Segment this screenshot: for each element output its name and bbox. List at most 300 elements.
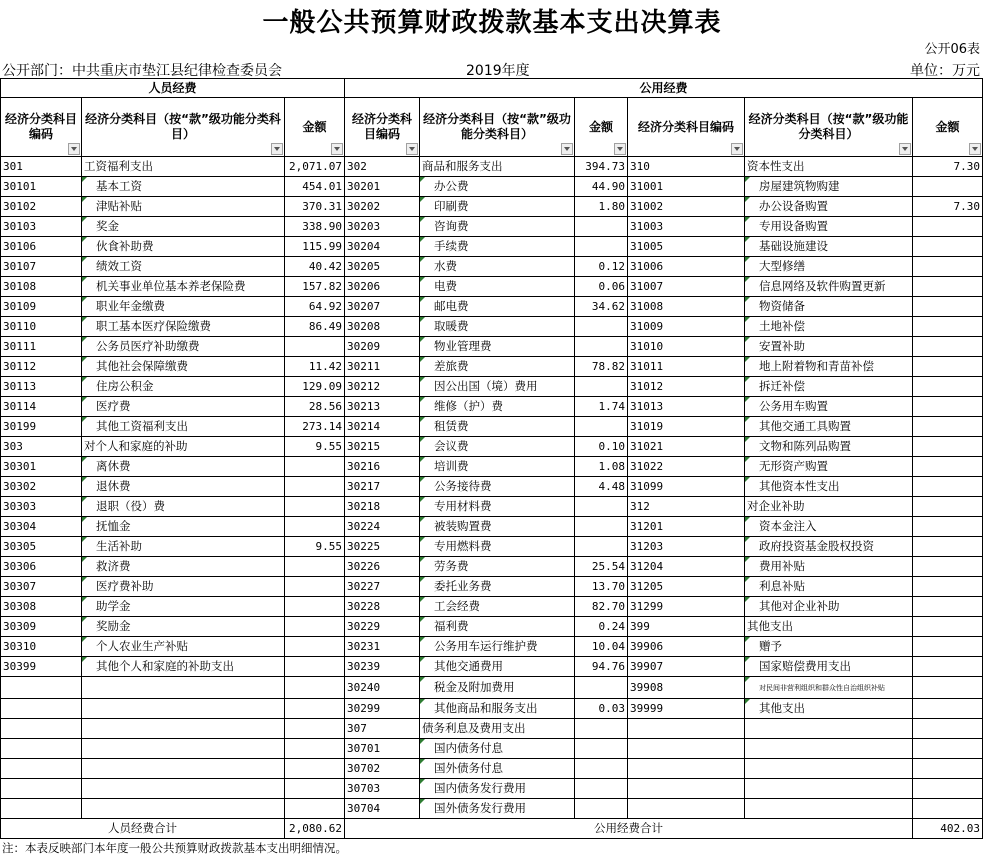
name-cell: 租赁费	[420, 417, 575, 437]
amount-cell	[575, 417, 628, 437]
amount-cell	[913, 739, 983, 759]
amount-cell	[285, 719, 345, 739]
code-cell	[1, 699, 82, 719]
code-cell: 30309	[1, 617, 82, 637]
name-cell: 基础设施建设	[745, 237, 913, 257]
code-cell: 30204	[345, 237, 420, 257]
code-cell: 31299	[628, 597, 745, 617]
table-row	[1, 779, 983, 799]
code-cell: 30227	[345, 577, 420, 597]
name-cell: 其他个人和家庭的补助支出	[82, 657, 285, 677]
code-cell: 39908	[628, 677, 745, 699]
name-cell: 绩效工资	[82, 257, 285, 277]
name-cell: 国外债务付息	[420, 759, 575, 779]
table-row	[1, 197, 983, 217]
code-cell: 30209	[345, 337, 420, 357]
code-cell: 30212	[345, 377, 420, 397]
amount-cell	[285, 497, 345, 517]
table-row	[1, 657, 983, 677]
name-cell: 福利费	[420, 617, 575, 637]
name-cell: 其他工资福利支出	[82, 417, 285, 437]
code-cell: 30303	[1, 497, 82, 517]
amount-cell	[285, 677, 345, 699]
code-cell	[1, 799, 82, 819]
name-cell: 公务用车运行维护费	[420, 637, 575, 657]
name-cell: 其他商品和服务支出	[420, 699, 575, 719]
code-cell: 39906	[628, 637, 745, 657]
code-cell: 301	[1, 157, 82, 177]
name-cell: 安置补助	[745, 337, 913, 357]
unit-label: 单位：万元	[910, 63, 980, 79]
amount-cell	[285, 739, 345, 759]
code-cell: 30218	[345, 497, 420, 517]
name-cell: 奖励金	[82, 617, 285, 637]
table-row	[1, 477, 983, 497]
amount-cell	[913, 699, 983, 719]
code-cell: 30217	[345, 477, 420, 497]
code-cell: 399	[628, 617, 745, 637]
table-row	[1, 597, 983, 617]
code-cell: 31012	[628, 377, 745, 397]
code-cell: 30307	[1, 577, 82, 597]
code-cell: 30304	[1, 517, 82, 537]
code-cell: 30703	[345, 779, 420, 799]
code-cell: 30113	[1, 377, 82, 397]
table-row	[1, 277, 983, 297]
table-row	[1, 397, 983, 417]
name-cell: 被装购置费	[420, 517, 575, 537]
table-row	[1, 457, 983, 477]
amount-cell	[575, 759, 628, 779]
code-cell: 30228	[345, 597, 420, 617]
header-amount: 金额	[575, 98, 628, 157]
name-cell: 国内债务发行费用	[420, 779, 575, 799]
name-cell: 工资福利支出	[82, 157, 285, 177]
amount-cell	[575, 799, 628, 819]
public-total-value: 402.03	[913, 819, 983, 839]
header-code: 经济分类科目编码	[345, 98, 420, 157]
code-cell	[628, 799, 745, 819]
table-row	[1, 577, 983, 597]
code-cell: 30106	[1, 237, 82, 257]
table-row	[1, 257, 983, 277]
name-cell: 信息网络及软件购置更新	[745, 277, 913, 297]
table-row	[1, 497, 983, 517]
table-row	[1, 517, 983, 537]
amount-cell	[285, 759, 345, 779]
name-cell: 离休费	[82, 457, 285, 477]
code-cell	[1, 759, 82, 779]
header-name: 经济分类科目（按“款”级功能分类科目）	[745, 98, 913, 157]
name-cell: 个人农业生产补贴	[82, 637, 285, 657]
name-cell: 工会经费	[420, 597, 575, 617]
name-cell: 办公费	[420, 177, 575, 197]
name-cell	[82, 779, 285, 799]
code-cell: 30701	[345, 739, 420, 759]
code-cell: 30110	[1, 317, 82, 337]
amount-cell	[913, 217, 983, 237]
amount-cell: 94.76	[575, 657, 628, 677]
amount-cell	[285, 477, 345, 497]
amount-cell	[913, 677, 983, 699]
name-cell: 医疗费	[82, 397, 285, 417]
amount-cell: 9.55	[285, 537, 345, 557]
table-row	[1, 759, 983, 779]
amount-cell: 40.42	[285, 257, 345, 277]
amount-cell: 2,071.07	[285, 157, 345, 177]
amount-cell: 78.82	[575, 357, 628, 377]
amount-cell	[575, 677, 628, 699]
name-cell: 政府投资基金股权投资	[745, 537, 913, 557]
code-cell: 30215	[345, 437, 420, 457]
amount-cell	[575, 779, 628, 799]
name-cell: 大型修缮	[745, 257, 913, 277]
group-public: 公用经费	[345, 79, 983, 98]
code-cell: 31099	[628, 477, 745, 497]
amount-cell	[285, 557, 345, 577]
name-cell: 其他社会保障缴费	[82, 357, 285, 377]
name-cell	[82, 759, 285, 779]
filter-dropdown-icon[interactable]	[969, 143, 981, 155]
filter-dropdown-icon[interactable]	[331, 143, 343, 155]
name-cell: 退职（役）费	[82, 497, 285, 517]
amount-cell	[913, 417, 983, 437]
amount-cell: 9.55	[285, 437, 345, 457]
name-cell: 对个人和家庭的补助	[82, 437, 285, 457]
name-cell: 咨询费	[420, 217, 575, 237]
name-cell: 房屋建筑物购建	[745, 177, 913, 197]
name-cell: 手续费	[420, 237, 575, 257]
code-cell: 30199	[1, 417, 82, 437]
code-cell: 30207	[345, 297, 420, 317]
code-cell: 30299	[345, 699, 420, 719]
public-total-label: 公用经费合计	[345, 819, 913, 839]
name-cell: 职业年金缴费	[82, 297, 285, 317]
amount-cell	[913, 397, 983, 417]
personnel-total-value: 2,080.62	[285, 819, 345, 839]
code-cell: 30310	[1, 637, 82, 657]
code-cell: 30301	[1, 457, 82, 477]
amount-cell: 157.82	[285, 277, 345, 297]
amount-cell	[913, 537, 983, 557]
amount-cell: 0.24	[575, 617, 628, 637]
name-cell	[82, 719, 285, 739]
table-row	[1, 417, 983, 437]
table-row	[1, 637, 983, 657]
name-cell: 税金及附加费用	[420, 677, 575, 699]
name-cell: 医疗费补助	[82, 577, 285, 597]
code-cell: 30111	[1, 337, 82, 357]
name-cell: 邮电费	[420, 297, 575, 317]
code-cell: 31010	[628, 337, 745, 357]
code-cell: 30231	[345, 637, 420, 657]
code-cell: 31203	[628, 537, 745, 557]
amount-cell	[285, 657, 345, 677]
amount-cell: 273.14	[285, 417, 345, 437]
code-cell: 31021	[628, 437, 745, 457]
amount-cell	[285, 699, 345, 719]
amount-cell	[913, 497, 983, 517]
name-cell: 公务员医疗补助缴费	[82, 337, 285, 357]
amount-cell: 86.49	[285, 317, 345, 337]
name-cell: 培训费	[420, 457, 575, 477]
table-row	[1, 337, 983, 357]
name-cell: 文物和陈列品购置	[745, 437, 913, 457]
code-cell: 31204	[628, 557, 745, 577]
code-cell: 31205	[628, 577, 745, 597]
amount-cell	[575, 337, 628, 357]
code-cell	[1, 719, 82, 739]
code-cell: 31003	[628, 217, 745, 237]
code-cell: 30224	[345, 517, 420, 537]
name-cell: 会议费	[420, 437, 575, 457]
amount-cell	[285, 597, 345, 617]
code-cell	[628, 739, 745, 759]
name-cell: 公务用车购置	[745, 397, 913, 417]
code-cell: 31008	[628, 297, 745, 317]
amount-cell	[913, 437, 983, 457]
table-row	[1, 317, 983, 337]
table-row	[1, 537, 983, 557]
amount-cell	[913, 477, 983, 497]
amount-cell: 7.30	[913, 197, 983, 217]
code-cell: 39907	[628, 657, 745, 677]
fiscal-year: 2019年度	[466, 63, 530, 79]
amount-cell: 44.90	[575, 177, 628, 197]
name-cell: 电费	[420, 277, 575, 297]
code-cell: 303	[1, 437, 82, 457]
code-cell: 30109	[1, 297, 82, 317]
amount-cell	[913, 517, 983, 537]
amount-cell: 7.30	[913, 157, 983, 177]
code-cell: 30308	[1, 597, 82, 617]
table-row	[1, 357, 983, 377]
name-cell	[745, 799, 913, 819]
header-amount: 金额	[913, 98, 983, 157]
code-cell: 30107	[1, 257, 82, 277]
code-cell	[628, 759, 745, 779]
name-cell: 助学金	[82, 597, 285, 617]
name-cell: 伙食补助费	[82, 237, 285, 257]
name-cell: 对企业补助	[745, 497, 913, 517]
amount-cell	[913, 457, 983, 477]
code-cell	[1, 779, 82, 799]
name-cell	[745, 719, 913, 739]
amount-cell: 13.70	[575, 577, 628, 597]
amount-cell	[575, 497, 628, 517]
table-row	[1, 617, 983, 637]
filter-dropdown-icon[interactable]	[614, 143, 626, 155]
amount-cell: 454.01	[285, 177, 345, 197]
amount-cell: 11.42	[285, 357, 345, 377]
name-cell: 退休费	[82, 477, 285, 497]
amount-cell	[285, 779, 345, 799]
name-cell: 专用燃料费	[420, 537, 575, 557]
amount-cell	[913, 617, 983, 637]
table-row	[1, 377, 983, 397]
amount-cell	[913, 277, 983, 297]
amount-cell: 25.54	[575, 557, 628, 577]
amount-cell: 4.48	[575, 477, 628, 497]
amount-cell	[913, 779, 983, 799]
code-cell	[1, 677, 82, 699]
amount-cell: 0.10	[575, 437, 628, 457]
code-cell: 30112	[1, 357, 82, 377]
header-name: 经济分类科目（按“款”级功能分类科目）	[420, 98, 575, 157]
amount-cell	[913, 719, 983, 739]
name-cell: 费用补贴	[745, 557, 913, 577]
name-cell: 物业管理费	[420, 337, 575, 357]
name-cell: 国外债务发行费用	[420, 799, 575, 819]
name-cell: 委托业务费	[420, 577, 575, 597]
code-cell: 307	[345, 719, 420, 739]
amount-cell	[285, 457, 345, 477]
amount-cell: 0.03	[575, 699, 628, 719]
code-cell: 30226	[345, 557, 420, 577]
code-cell: 31001	[628, 177, 745, 197]
amount-cell	[913, 317, 983, 337]
table-row	[1, 799, 983, 819]
code-cell: 30206	[345, 277, 420, 297]
code-cell: 30211	[345, 357, 420, 377]
amount-cell: 28.56	[285, 397, 345, 417]
filter-dropdown-icon[interactable]	[406, 143, 418, 155]
code-cell: 30205	[345, 257, 420, 277]
amount-cell	[285, 617, 345, 637]
header-code: 经济分类科目编码	[1, 98, 82, 157]
name-cell: 办公设备购置	[745, 197, 913, 217]
filter-dropdown-icon[interactable]	[271, 143, 283, 155]
code-cell: 30306	[1, 557, 82, 577]
amount-cell: 1.80	[575, 197, 628, 217]
amount-cell	[913, 657, 983, 677]
amount-cell	[913, 357, 983, 377]
code-cell: 31009	[628, 317, 745, 337]
filter-dropdown-icon[interactable]	[899, 143, 911, 155]
amount-cell	[913, 597, 983, 617]
code-cell: 30214	[345, 417, 420, 437]
name-cell: 职工基本医疗保险缴费	[82, 317, 285, 337]
name-cell	[745, 739, 913, 759]
code-cell	[628, 719, 745, 739]
name-cell: 维修（护）费	[420, 397, 575, 417]
table-row	[1, 237, 983, 257]
code-cell: 30201	[345, 177, 420, 197]
code-cell: 30302	[1, 477, 82, 497]
name-cell	[82, 799, 285, 819]
name-cell: 劳务费	[420, 557, 575, 577]
page-title: 一般公共预算财政拨款基本支出决算表	[262, 8, 722, 38]
amount-cell	[913, 237, 983, 257]
name-cell: 其他交通工具购置	[745, 417, 913, 437]
code-cell: 30305	[1, 537, 82, 557]
table-note: 注：本表反映部门本年度一般公共预算财政拨款基本支出明细情况。	[2, 841, 347, 855]
name-cell: 对民间非营利组织和群众性自治组织补贴	[745, 677, 913, 699]
code-cell: 31201	[628, 517, 745, 537]
amount-cell: 64.92	[285, 297, 345, 317]
name-cell: 取暖费	[420, 317, 575, 337]
amount-cell: 1.74	[575, 397, 628, 417]
amount-cell	[575, 317, 628, 337]
amount-cell	[575, 217, 628, 237]
name-cell: 利息补贴	[745, 577, 913, 597]
table-row	[1, 719, 983, 739]
amount-cell	[575, 537, 628, 557]
code-cell: 310	[628, 157, 745, 177]
name-cell: 基本工资	[82, 177, 285, 197]
name-cell	[745, 759, 913, 779]
amount-cell	[913, 637, 983, 657]
name-cell: 资本金注入	[745, 517, 913, 537]
table-row	[1, 739, 983, 759]
code-cell: 30202	[345, 197, 420, 217]
code-cell: 30213	[345, 397, 420, 417]
name-cell: 专用设备购置	[745, 217, 913, 237]
amount-cell: 1.08	[575, 457, 628, 477]
amount-cell: 370.31	[285, 197, 345, 217]
group-personnel: 人员经费	[1, 79, 345, 98]
name-cell: 差旅费	[420, 357, 575, 377]
expenditure-table	[0, 78, 983, 839]
name-cell: 机关事业单位基本养老保险费	[82, 277, 285, 297]
amount-cell: 129.09	[285, 377, 345, 397]
code-cell: 312	[628, 497, 745, 517]
amount-cell	[285, 799, 345, 819]
name-cell: 水费	[420, 257, 575, 277]
amount-cell	[285, 337, 345, 357]
filter-dropdown-icon[interactable]	[561, 143, 573, 155]
code-cell	[1, 739, 82, 759]
filter-dropdown-icon[interactable]	[68, 143, 80, 155]
table-row	[1, 177, 983, 197]
amount-cell	[913, 799, 983, 819]
amount-cell	[913, 257, 983, 277]
code-cell	[628, 779, 745, 799]
header-code: 经济分类科目编码	[628, 98, 745, 157]
name-cell: 其他资本性支出	[745, 477, 913, 497]
filter-dropdown-icon[interactable]	[731, 143, 743, 155]
amount-cell	[913, 337, 983, 357]
code-cell: 30203	[345, 217, 420, 237]
amount-cell: 115.99	[285, 237, 345, 257]
totals-row	[1, 819, 983, 839]
amount-cell	[575, 517, 628, 537]
name-cell: 土地补偿	[745, 317, 913, 337]
code-cell: 30239	[345, 657, 420, 677]
table-row	[1, 437, 983, 457]
code-cell: 31007	[628, 277, 745, 297]
code-cell: 31005	[628, 237, 745, 257]
code-cell: 302	[345, 157, 420, 177]
amount-cell	[575, 719, 628, 739]
amount-cell	[285, 637, 345, 657]
code-cell: 31011	[628, 357, 745, 377]
name-cell: 印刷费	[420, 197, 575, 217]
amount-cell	[575, 739, 628, 759]
name-cell: 住房公积金	[82, 377, 285, 397]
amount-cell: 0.12	[575, 257, 628, 277]
amount-cell	[913, 759, 983, 779]
name-cell: 赠予	[745, 637, 913, 657]
name-cell: 国家赔偿费用支出	[745, 657, 913, 677]
name-cell: 津贴补贴	[82, 197, 285, 217]
name-cell: 公务接待费	[420, 477, 575, 497]
code-cell: 30101	[1, 177, 82, 197]
amount-cell: 82.70	[575, 597, 628, 617]
code-cell: 30114	[1, 397, 82, 417]
name-cell	[82, 699, 285, 719]
code-cell: 30225	[345, 537, 420, 557]
